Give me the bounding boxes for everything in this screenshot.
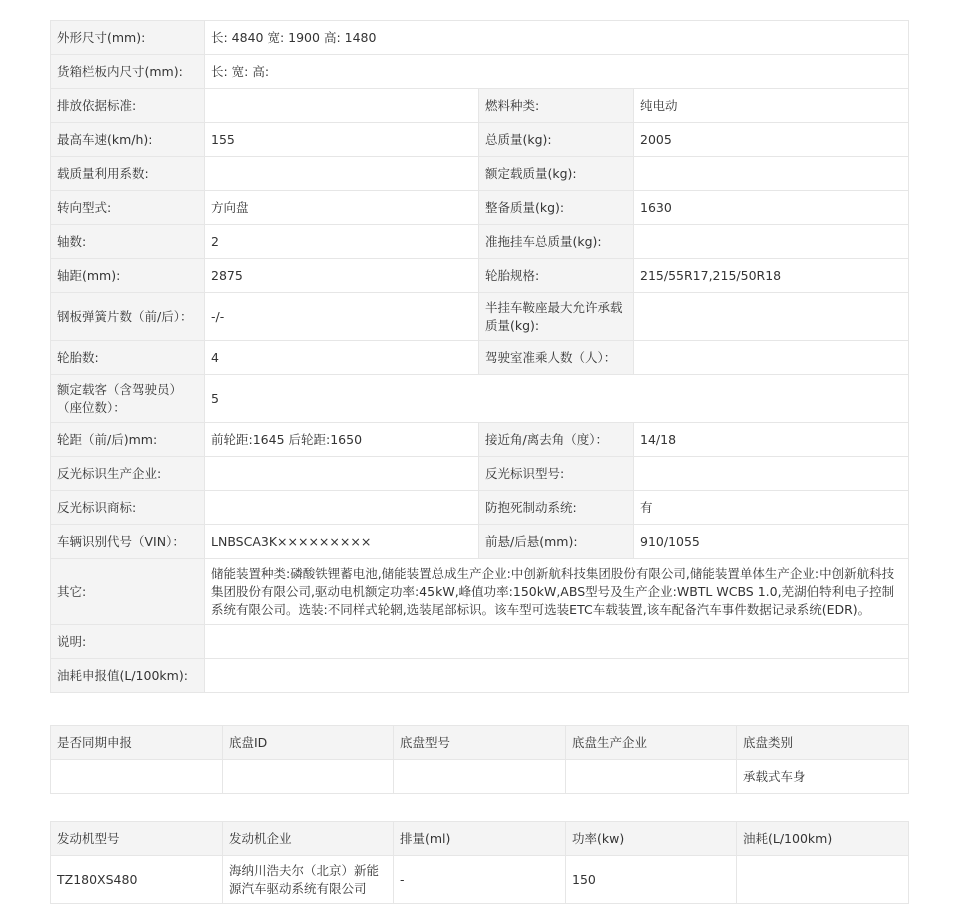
column-header: 底盘ID bbox=[223, 726, 394, 760]
cargo-label: 货箱栏板内尺寸(mm): bbox=[51, 55, 205, 89]
cargo-value: 长: 宽: 高: bbox=[205, 55, 909, 89]
spec-row bbox=[51, 625, 909, 659]
fuel-report-value bbox=[205, 659, 909, 693]
spec-row bbox=[51, 423, 909, 457]
spec-row bbox=[51, 659, 909, 693]
spec-row bbox=[51, 157, 909, 191]
saddle-label: 半挂车鞍座最大允许承载质量(kg): bbox=[479, 293, 634, 341]
emission-label: 排放依据标准: bbox=[51, 89, 205, 123]
mass-label: 总质量(kg): bbox=[479, 123, 634, 157]
speed-label: 最高车速(km/h): bbox=[51, 123, 205, 157]
reflect-brand-label: 反光标识商标: bbox=[51, 491, 205, 525]
abs-value: 有 bbox=[634, 491, 909, 525]
rated-load-label: 额定载质量(kg): bbox=[479, 157, 634, 191]
spec-row bbox=[51, 259, 909, 293]
note-label: 说明: bbox=[51, 625, 205, 659]
track-label: 轮距（前/后)mm: bbox=[51, 423, 205, 457]
column-header: 发动机型号 bbox=[51, 822, 223, 856]
cab-seats-label: 驾驶室准乘人数（人）： bbox=[479, 341, 634, 375]
column-header: 底盘生产企业 bbox=[566, 726, 737, 760]
rated-load-value bbox=[634, 157, 909, 191]
overhang-value: 910/1055 bbox=[634, 525, 909, 559]
fuel-report-label: 油耗申报值(L/100km): bbox=[51, 659, 205, 693]
spec-row bbox=[51, 123, 909, 157]
reflect-brand-value bbox=[205, 491, 479, 525]
chassis-table bbox=[50, 725, 909, 794]
note-value bbox=[205, 625, 909, 659]
load-coef-value bbox=[205, 157, 479, 191]
wheelbase-value: 2875 bbox=[205, 259, 479, 293]
table-cell: 承载式车身 bbox=[737, 760, 909, 794]
curb-mass-value: 1630 bbox=[634, 191, 909, 225]
wheelbase-label: 轴距(mm): bbox=[51, 259, 205, 293]
table-cell bbox=[737, 856, 909, 904]
reflect-model-value bbox=[634, 457, 909, 491]
column-header: 底盘类别 bbox=[737, 726, 909, 760]
column-header: 油耗(L/100km) bbox=[737, 822, 909, 856]
spec-row bbox=[51, 225, 909, 259]
tire-spec-label: 轮胎规格: bbox=[479, 259, 634, 293]
dims-value: 长: 4840 宽: 1900 高: 1480 bbox=[205, 21, 909, 55]
spec-row bbox=[51, 559, 909, 625]
column-header: 功率(kw) bbox=[566, 822, 737, 856]
table-cell: 海纳川浩夫尔（北京）新能源汽车驱动系统有限公司 bbox=[223, 856, 394, 904]
dims-label: 外形尺寸(mm): bbox=[51, 21, 205, 55]
vehicle-spec-table bbox=[50, 20, 909, 693]
column-header: 发动机企业 bbox=[223, 822, 394, 856]
spec-row bbox=[51, 375, 909, 423]
load-coef-label: 载质量利用系数: bbox=[51, 157, 205, 191]
emission-value bbox=[205, 89, 479, 123]
spec-row bbox=[51, 21, 909, 55]
mass-value: 2005 bbox=[634, 123, 909, 157]
other-label: 其它: bbox=[51, 559, 205, 625]
column-header: 底盘型号 bbox=[394, 726, 566, 760]
fuel-value: 纯电动 bbox=[634, 89, 909, 123]
table-header-row bbox=[51, 726, 909, 760]
table-cell bbox=[566, 760, 737, 794]
spec-row bbox=[51, 457, 909, 491]
seats-value: 5 bbox=[205, 375, 909, 423]
table-row bbox=[51, 760, 909, 794]
steering-label: 转向型式: bbox=[51, 191, 205, 225]
angle-value: 14/18 bbox=[634, 423, 909, 457]
spec-row bbox=[51, 293, 909, 341]
abs-label: 防抱死制动系统: bbox=[479, 491, 634, 525]
spec-row bbox=[51, 341, 909, 375]
vin-label: 车辆识别代号（VIN）： bbox=[51, 525, 205, 559]
table-row bbox=[51, 856, 909, 904]
speed-value: 155 bbox=[205, 123, 479, 157]
axles-value: 2 bbox=[205, 225, 479, 259]
spec-row bbox=[51, 55, 909, 89]
table-cell bbox=[223, 760, 394, 794]
tire-spec-value: 215/55R17,215/50R18 bbox=[634, 259, 909, 293]
angle-label: 接近角/离去角（度）： bbox=[479, 423, 634, 457]
fuel-label: 燃料种类: bbox=[479, 89, 634, 123]
table-cell: 150 bbox=[566, 856, 737, 904]
table-cell bbox=[394, 760, 566, 794]
seats-label: 额定载客（含驾驶员）（座位数）： bbox=[51, 375, 205, 423]
tires-count-value: 4 bbox=[205, 341, 479, 375]
tires-count-label: 轮胎数: bbox=[51, 341, 205, 375]
engine-table bbox=[50, 821, 909, 904]
table-cell: TZ180XS480 bbox=[51, 856, 223, 904]
table-cell: - bbox=[394, 856, 566, 904]
curb-mass-label: 整备质量(kg): bbox=[479, 191, 634, 225]
spec-row bbox=[51, 191, 909, 225]
steering-value: 方向盘 bbox=[205, 191, 479, 225]
reflect-mfr-value bbox=[205, 457, 479, 491]
spring-label: 钢板弹簧片数（前/后）： bbox=[51, 293, 205, 341]
table-header-row bbox=[51, 822, 909, 856]
trailer-mass-label: 准拖挂车总质量(kg): bbox=[479, 225, 634, 259]
reflect-mfr-label: 反光标识生产企业: bbox=[51, 457, 205, 491]
cab-seats-value bbox=[634, 341, 909, 375]
axles-label: 轴数: bbox=[51, 225, 205, 259]
column-header: 是否同期申报 bbox=[51, 726, 223, 760]
spring-value: -/- bbox=[205, 293, 479, 341]
vin-value: LNBSCA3K××××××××× bbox=[205, 525, 479, 559]
spec-row bbox=[51, 525, 909, 559]
other-value: 储能装置种类:磷酸铁锂蓄电池,储能装置总成生产企业:中创新航科技集团股份有限公司,储能装置单体生产企业:中创新航科技集团股份有限公司,驱动电机额定功率:45kW,峰值功率:150kW,ABS型号及生产企业:WBTL WCBS 1.0,芜湖伯特利电子控制系统有限公司。选装:不同样式轮辋,选装尾部标识。该车型可选装ETC车载装置,该车配备汽车事件数据记录系统(EDR)。 bbox=[205, 559, 909, 625]
table-cell bbox=[51, 760, 223, 794]
spec-row bbox=[51, 491, 909, 525]
trailer-mass-value bbox=[634, 225, 909, 259]
saddle-value bbox=[634, 293, 909, 341]
track-value: 前轮距:1645 后轮距:1650 bbox=[205, 423, 479, 457]
reflect-model-label: 反光标识型号: bbox=[479, 457, 634, 491]
spec-row bbox=[51, 89, 909, 123]
column-header: 排量(ml) bbox=[394, 822, 566, 856]
overhang-label: 前悬/后悬(mm): bbox=[479, 525, 634, 559]
